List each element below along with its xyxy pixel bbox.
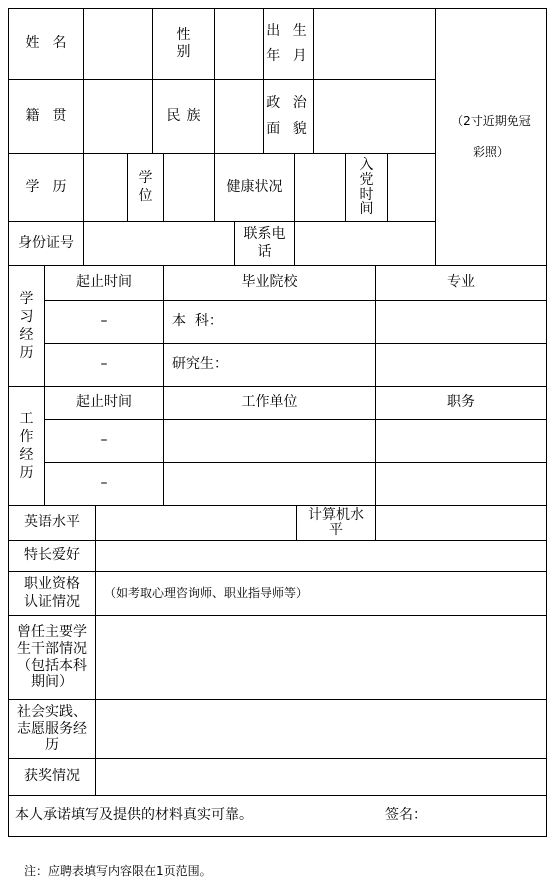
promise-text: 本人承诺填写及提供的材料真实可靠。 — [15, 807, 253, 824]
cadre-label-line2: 生干部情况 — [17, 640, 87, 657]
award-label: 获奖情况 — [8, 758, 96, 796]
health-label: 健康状况 — [214, 153, 295, 222]
computer-label — [296, 505, 376, 541]
photo-hint-line2: 彩照） — [472, 145, 509, 159]
name-label: 姓名 — [8, 8, 84, 80]
english-label: 英语水平 — [8, 505, 96, 541]
ethnicity-label: 民族 — [152, 79, 215, 154]
education-label: 学历 — [8, 153, 84, 222]
specialty-field[interactable] — [95, 540, 547, 572]
footer-note: 注：应聘表填写内容限在1页范围。 — [24, 864, 212, 878]
award-field[interactable] — [95, 758, 547, 796]
birth-label — [263, 8, 314, 80]
cert-label — [8, 571, 96, 616]
work-col-unit: 工作单位 — [163, 386, 376, 420]
degree-label-line1: 学 — [138, 170, 153, 186]
work-label-char1: 工 — [19, 410, 34, 427]
phone-field[interactable] — [294, 221, 436, 266]
cadre-label-line4: 期间） — [31, 674, 73, 691]
study-row2-time[interactable]: – — [44, 343, 164, 387]
political-field[interactable] — [313, 79, 436, 154]
education-field[interactable] — [83, 153, 128, 222]
id-field[interactable] — [83, 221, 235, 266]
practice-field[interactable] — [95, 699, 547, 759]
gender-label: 性别 — [152, 8, 215, 80]
id-label: 身份证号 — [8, 221, 84, 266]
native-place-label: 籍贯 — [8, 79, 84, 154]
study-col-time: 起止时间 — [44, 265, 164, 301]
work-row1-time[interactable]: – — [44, 419, 164, 463]
birth-label-line1: 出 生 — [266, 22, 311, 39]
work-section-label — [8, 386, 45, 506]
work-row1-post[interactable] — [375, 419, 547, 463]
cadre-label — [8, 615, 96, 700]
party-label-char4: 间 — [359, 201, 374, 218]
birth-label-line2: 年 月 — [266, 48, 311, 64]
practice-label — [8, 699, 96, 759]
signature-label[interactable]: 签名： — [385, 807, 427, 824]
study-row1-time[interactable]: – — [44, 300, 164, 344]
study-row2-school[interactable]: 研究生： — [163, 343, 376, 387]
political-label — [263, 79, 314, 154]
native-place-field[interactable] — [83, 79, 153, 154]
party-label-char2: 党 — [359, 171, 374, 188]
ethnicity-field[interactable] — [214, 79, 264, 154]
cert-label-line2: 认证情况 — [24, 593, 80, 610]
promise-row — [8, 795, 547, 837]
work-row2-post[interactable] — [375, 462, 547, 506]
study-col-school: 毕业院校 — [163, 265, 376, 301]
party-date-label — [345, 153, 388, 222]
study-row1-major[interactable] — [375, 300, 547, 344]
party-label-char1: 入 — [359, 157, 374, 174]
phone-label — [234, 221, 295, 266]
party-label-char3: 时 — [359, 186, 374, 203]
phone-label-line1: 联系电 — [243, 226, 286, 242]
degree-field[interactable] — [163, 153, 215, 222]
work-label-char2: 作 — [19, 428, 34, 445]
study-row2-major[interactable] — [375, 343, 547, 387]
health-field[interactable] — [294, 153, 346, 222]
study-section-label — [8, 265, 45, 387]
political-label-line2: 面 貌 — [266, 120, 311, 137]
photo-box[interactable] — [435, 8, 547, 266]
practice-label-line3: 历 — [45, 737, 59, 754]
study-col-major: 专业 — [375, 265, 547, 301]
study-label-char2: 习 — [19, 308, 34, 325]
name-field[interactable] — [83, 8, 153, 80]
cadre-field[interactable] — [95, 615, 547, 700]
political-label-line1: 政 治 — [266, 95, 311, 111]
degree-label — [127, 153, 164, 222]
gender-field[interactable] — [214, 8, 264, 80]
degree-label-line2: 位 — [138, 187, 153, 204]
english-field[interactable] — [95, 505, 297, 541]
study-label-char1: 学 — [19, 290, 34, 307]
cadre-label-line3: （包括本科 — [17, 657, 87, 674]
computer-label-line1: 计算机水 — [308, 506, 364, 523]
study-row1-school[interactable]: 本 科： — [163, 300, 376, 344]
photo-hint-line1: （2寸近期免冠 — [451, 114, 531, 128]
work-row1-unit[interactable] — [163, 419, 376, 463]
cert-label-line1: 职业资格 — [24, 576, 80, 592]
practice-label-line1: 社会实践、 — [17, 703, 87, 720]
work-col-time: 起止时间 — [44, 386, 164, 420]
cert-field[interactable]: （如考取心理咨询师、职业指导师等） — [95, 571, 547, 616]
work-col-post: 职务 — [375, 386, 547, 420]
cadre-label-line1: 曾任主要学 — [17, 623, 87, 640]
work-row2-time[interactable]: – — [44, 462, 164, 506]
study-label-char4: 历 — [19, 345, 34, 362]
computer-label-line2: 平 — [329, 522, 343, 538]
computer-field[interactable] — [375, 505, 547, 541]
party-date-field[interactable] — [387, 153, 436, 222]
work-label-char4: 历 — [19, 465, 34, 482]
specialty-label: 特长爱好 — [8, 540, 96, 572]
phone-label-line2: 话 — [257, 243, 272, 260]
work-label-char3: 经 — [19, 447, 34, 463]
work-row2-unit[interactable] — [163, 462, 376, 506]
study-label-char3: 经 — [19, 327, 34, 343]
birth-field[interactable] — [313, 8, 436, 80]
practice-label-line2: 志愿服务经 — [17, 720, 87, 737]
